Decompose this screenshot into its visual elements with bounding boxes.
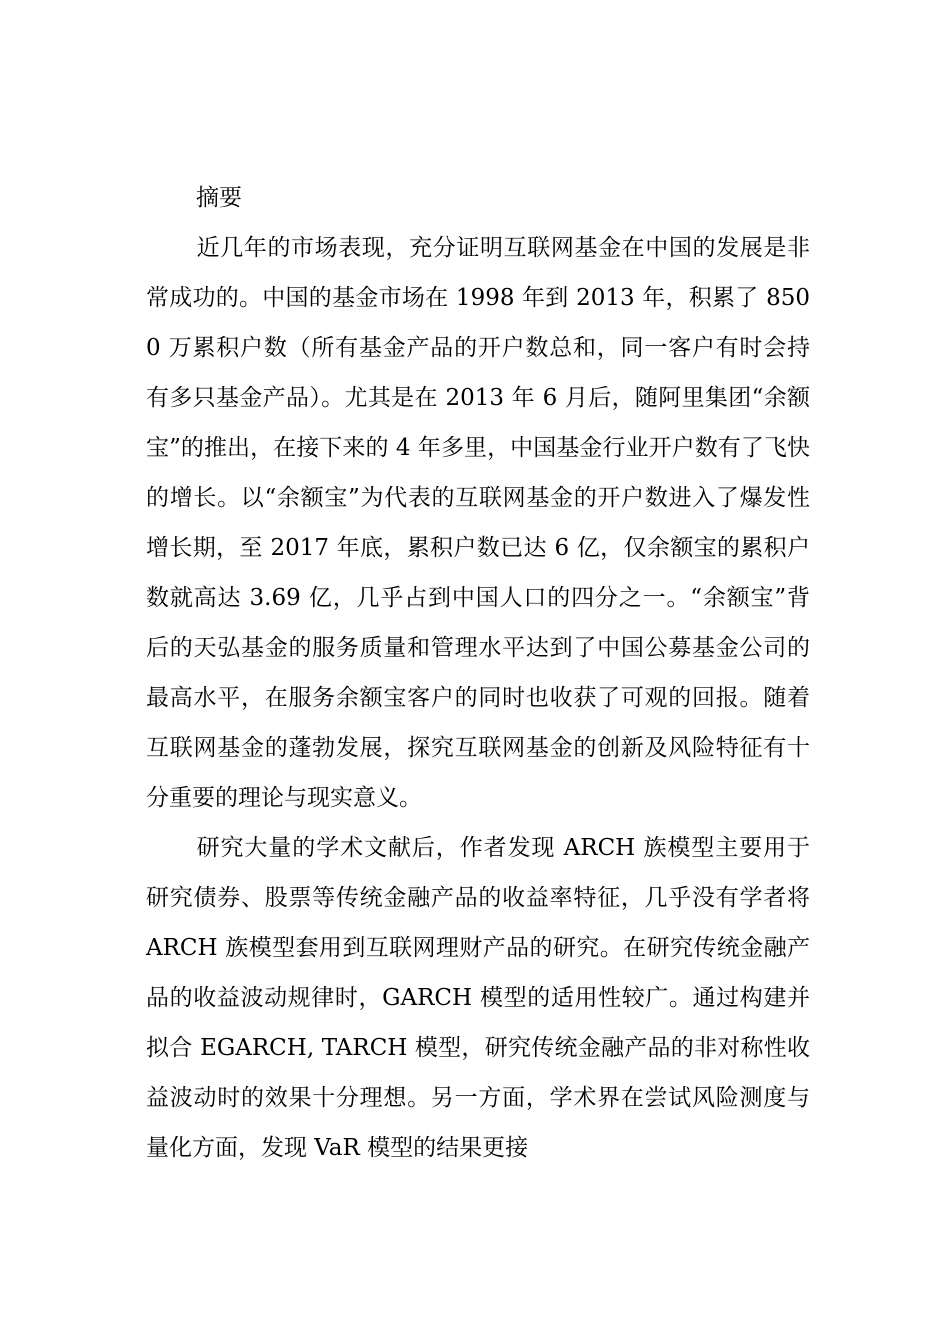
abstract-section bbox=[146, 173, 810, 1173]
abstract-paragraph-1: 近几年的市场表现，充分证明互联网基金在中国的发展是非常成功的。中国的基金市场在 1998 年到 2013 年，积累了 8500 万累积户数（所有基金产品的开户数总和，同一客户有时会持有多只基金产品）。尤其是在 2013 年 6 月后，随阿里集团“余额宝”的推出，在接下来的 4 年多里，中国基金行业开户数有了飞快的增长。以“余额宝”为代表的互联网基金的开户数进入了爆发性增长期，至 2017 年底，累积户数已达 6 亿，仅余额宝的累积户数就高达 3.69 亿，几乎占到中国人口的四分之一。“余额宝”背后的天弘基金的服务质量和管理水平达到了中国公募基金公司的最高水平，在服务余额宝客户的同时也收获了可观的回报。随着互联网基金的蓬勃发展，探究互联网基金的创新及风险特征有十分重要的理论与现实意义。 bbox=[146, 235, 810, 811]
abstract-paragraph-2: 研究大量的学术文献后，作者发现 ARCH 族模型主要用于研究债券、股票等传统金融产品的收益率特征，几乎没有学者将 ARCH 族模型套用到互联网理财产品的研究。在研究传统金融产品的收益波动规律时，GARCH 模型的适用性较广。通过构建并拟合 EGARCH, TARCH 模型，研究传统金融产品的非对称性收益波动时的效果十分理想。另一方面，学术界在尝试风险测度与量化方面，发现 VaR 模型的结果更接 bbox=[146, 835, 810, 1161]
abstract-heading: 摘要 bbox=[196, 185, 242, 211]
